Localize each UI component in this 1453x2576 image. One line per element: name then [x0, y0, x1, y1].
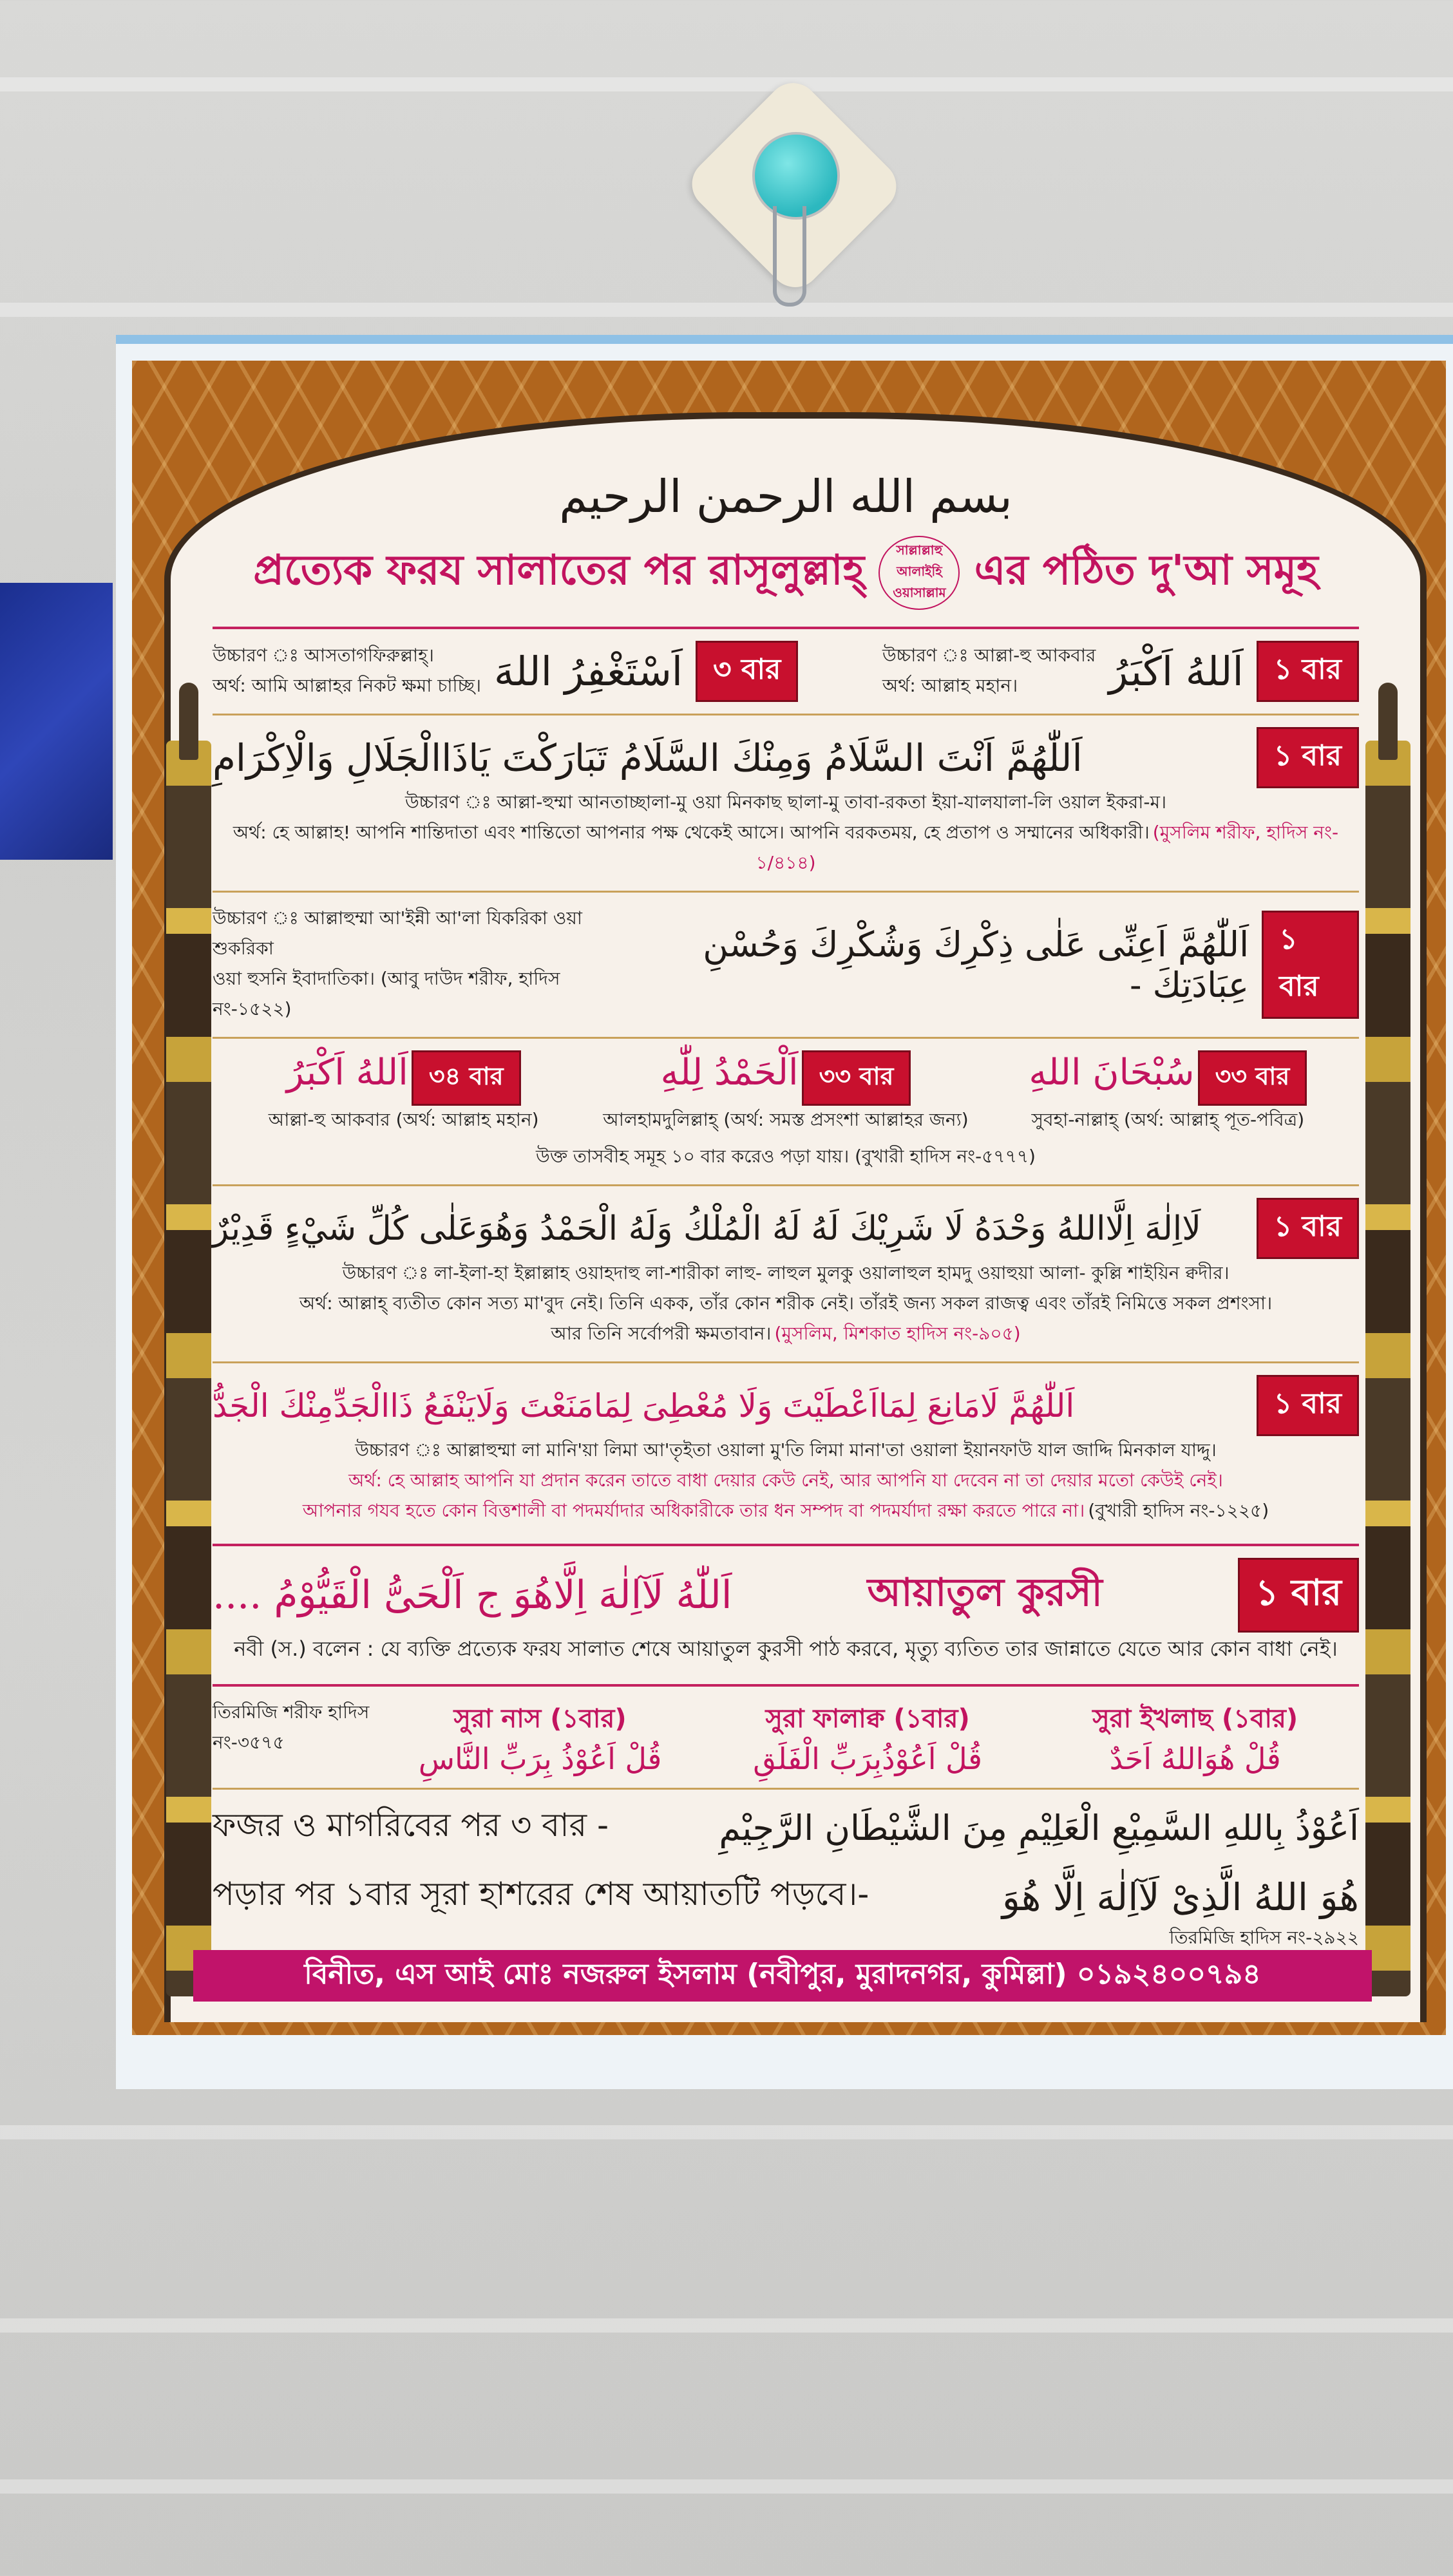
salam-badge: ১ বার: [1257, 727, 1359, 788]
tasbih-note: উক্ত তাসবীহ সমূহ ১০ বার করেও পড়া যায়। (বুখারী হাদিস নং-৫৭৭৭): [536, 1146, 1036, 1167]
tasbih-subhan-caption: সুবহা-নাল্লাহ্ (অর্থ: আল্লাহ্ পূত-পবিত্র): [1031, 1109, 1305, 1130]
la-mania-meaning2: আপনার গযব হতে কোন বিত্তশালী বা পদমর্যাদার অধিকারীকে তার ধন সম্পদ বা পদমর্যাদা রক্ষা করতে পারে না।: [302, 1500, 1085, 1521]
wall-stripe: [0, 303, 1453, 317]
takbir-badge: ১ বার: [1257, 641, 1359, 702]
salam-arabic: اَللّٰهُمَّ اَنْتَ السَّلَامُ وَمِنْكَ السَّلَامُ تَبَارَكْتَ يَاذَاالْجَلَالِ وَالْاِكْرَامِ: [213, 735, 1083, 780]
tasbih-hamd-caption: আলহামদুলিল্লাহ্ (অর্থ: সমস্ত প্রসংশা আল্লাহর জন্য): [603, 1109, 969, 1130]
left-pillar-top: [179, 683, 198, 760]
fajr-line2: পড়ার পর ১বার সূরা হাশরের শেষ আয়াতটি পড়বে।-: [213, 1875, 869, 1913]
tasbih-takbir: [213, 1050, 594, 1136]
right-pillar: [1365, 741, 1410, 1996]
tawhid-badge: ১ বার: [1257, 1198, 1359, 1259]
tasbih-hamd: [594, 1050, 976, 1136]
title-seal: সাল্লাল্লাহু আলাইহি ওয়াসাল্লাম: [878, 536, 960, 610]
title-part2: এর পঠিত দু'আ সমূহ: [974, 547, 1318, 595]
istighfar-block: [213, 641, 798, 702]
divider: [213, 627, 1359, 629]
surah-ikhlas: [1031, 1698, 1359, 1776]
fajr-line1: ফজর ও মাগরিবের পর ৩ বার -: [213, 1806, 609, 1844]
tasbih-subhan-arabic: سُبْحَانَ اللهِ: [1029, 1052, 1195, 1094]
surah-ikhlas-title: সুরা ইখলাছ (১বার): [1092, 1704, 1298, 1734]
section-tawhid: [213, 1198, 1359, 1350]
aiinni-badge: ১ বার: [1262, 911, 1359, 1019]
aiinni-pron: উচ্চারণ ঃ আল্লাহুম্মা আ'ইন্নী আ'লা যিকরিকা ওয়া শুকরিকা: [213, 907, 582, 959]
fajr-arabic1: اَعُوْذُ بِاللهِ السَّمِيْعِ الْعَلِيْمِ مِنَ الشَّيْطَانِ الرَّجِيْمِ: [719, 1808, 1359, 1848]
kursi-arabic: اَللّٰهُ لَآاِلٰهَ اِلَّاهُوَ ج اَلْحَىُّ الْقَيُّوْمُ ....: [213, 1573, 732, 1618]
istighfar-badge: ৩ বার: [696, 641, 798, 702]
la-mania-arabic: اَللّٰهُمَّ لَامَانِعَ لِمَااَعْطَيْتَ وَلَا مُعْطِىَ لِمَامَنَعْتَ وَلَايَنْفَعُ ذَاالْجَدِّمِنْكَ الْجَدُّ: [213, 1387, 1075, 1425]
tasbih-subhan: [977, 1050, 1359, 1136]
section-istighfar-takbir: [213, 641, 1359, 702]
fajr-ref: তিরমিজি হাদিস নং-২৯২২: [1169, 1927, 1359, 1948]
section-la-mania: [213, 1375, 1359, 1527]
bismillah: بسم الله الرحمن الرحيم: [559, 470, 1012, 523]
blue-panel: [0, 583, 113, 860]
la-mania-badge: ১ বার: [1257, 1375, 1359, 1436]
la-mania-meaning: অর্থ: হে আল্লাহ আপনি যা প্রদান করেন তাতে বাধা দেয়ার কেউ নেই, আর আপনি যা দেবেন না তা দেয়ার মতো কেউই নেই।: [348, 1470, 1223, 1491]
salam-ref: (মুসলিম শরীফ, হাদিস নং- ১/৪১৪): [755, 822, 1339, 873]
divider: [213, 1184, 1359, 1186]
takbir-pron: উচ্চারণ ঃ আল্লা-হু আকবার: [882, 644, 1096, 666]
tasbih-takbir-caption: আল্লা-হু আকবার (অর্থ: আল্লাহ মহান): [268, 1109, 539, 1130]
section-salam: [213, 727, 1359, 879]
surah-nas: [376, 1698, 704, 1776]
wall-stripe: [0, 2479, 1453, 2494]
footer-banner: বিনীত, এস আই মোঃ নজরুল ইসলাম (নবীপুর, মুরাদনগর, কুমিল্লা) ০১৯২৪০০৭৯৪: [193, 1950, 1372, 2002]
divider: [213, 1361, 1359, 1363]
surah-nas-arabic: قُلْ اَعُوْذُ بِرَبِّ النَّاسِ: [418, 1741, 662, 1776]
surah-falaq-arabic: قُلْ اَعُوْذُبِرَبِّ الْفَلَقِ: [753, 1741, 982, 1776]
tawhid-meaning2: আর তিনি সর্বোপরী ক্ষমতাবান।: [551, 1323, 772, 1344]
wall-stripe: [0, 2125, 1453, 2139]
tawhid-arabic: لَااِلٰهَ اِلَّااللهُ وَحْدَهُ لَا شَرِيْكَ لَهُ لَهُ الْمُلْكُ وَلَهُ الْحَمْدُ وَهُوَعَلٰى كُلِّ شَيْءٍ قَدِيْرٌ: [213, 1209, 1201, 1248]
divider: [213, 1544, 1359, 1546]
tasbih-takbir-arabic: اَللهُ اَكْبَرُ: [286, 1052, 408, 1094]
divider: [213, 891, 1359, 893]
surah-falaq-title: সুরা ফালাক্ব (১বার): [765, 1704, 970, 1734]
takbir-meaning: অর্থ: আল্লাহ মহান।: [882, 674, 1018, 696]
tawhid-pron: উচ্চারণ ঃ লা-ইলা-হা ইল্লাল্লাহ ওয়াহদাহু লা-শারীকা লাহু- লাহুল মুলকু ওয়ালাহুল হামদু ওয়াহুয়া আলা- কুল্লি শাইয়িন ক্বদীর।: [342, 1262, 1230, 1283]
takbir-arabic: اَللهُ اَكْبَرُ: [1108, 648, 1244, 695]
la-mania-ref: (বুখারী হাদিস নং-১২২৫): [1088, 1500, 1269, 1521]
wall-stripe: [0, 77, 1453, 91]
tasbih-takbir-badge: ৩৪ বার: [412, 1050, 521, 1106]
divider: [213, 1037, 1359, 1039]
aiinni-arabic: اَللّٰهُمَّ اَعِنِّى عَلٰى ذِكْرِكَ وَشُكْرِكَ وَحُسْنِ عِبَادَتِكَ -: [703, 924, 1249, 1005]
title-part1: প্রত্যেক ফরয সালাতের পর রাসূলুল্লাহ্: [253, 547, 865, 595]
kursi-badge: ১ বার: [1238, 1558, 1359, 1633]
section-aiinni: [213, 904, 1359, 1025]
tawhid-ref: (মুসলিম, মিশকাত হাদিস নং-৯০৫): [774, 1323, 1021, 1344]
surah-falaq: [704, 1698, 1032, 1776]
tasbih-subhan-badge: ৩৩ বার: [1198, 1050, 1307, 1106]
istighfar-pron: উচ্চারণ ঃ আসতাগফিরুল্লাহ্।: [213, 644, 434, 666]
surah-ref: তিরমিজি শরীফ হাদিস নং-৩৫৭৫: [213, 1701, 370, 1753]
right-pillar-top: [1378, 683, 1398, 760]
hook-wire: [773, 206, 806, 307]
istighfar-arabic: اَسْتَغْفِرُ اللهَ: [494, 648, 683, 695]
tasbih-hamd-badge: ৩৩ বার: [802, 1050, 911, 1106]
divider: [213, 1684, 1359, 1687]
divider: [213, 714, 1359, 715]
surah-ikhlas-arabic: قُلْ هُوَاللهُ اَحَدٌ: [1109, 1741, 1281, 1776]
la-mania-pron: উচ্চারণ ঃ আল্লাহুম্মা লা মানি'য়া লিমা আ'তৃইতা ওয়ালা মু'তি লিমা মানা'তা ওয়ালা ইয়ানফাউ যাল জাদ্দি মিনকাল যাদ্দু।: [355, 1439, 1217, 1461]
istighfar-meaning: অর্থ: আমি আল্লাহর নিকট ক্ষমা চাচ্ছি।: [213, 674, 482, 696]
poster-content: [213, 444, 1359, 1990]
fajr-arabic2: هُوَ اللهُ الَّذِىْ لَآاِلٰهَ اِلَّا هُوَ: [1002, 1875, 1359, 1919]
divider: [213, 1788, 1359, 1790]
salam-pron: উচ্চারণ ঃ আল্লা-হুম্মা আনতাচ্ছালা-মু ওয়া মিনকাছ ছালা-মু তাবা-রকতা ইয়া-যালযালা-লি ওয়াল ইকরা-ম।: [404, 791, 1167, 813]
salam-meaning: অর্থ: হে আল্লাহ! আপনি শান্তিদাতা এবং শান্তিতো আপনার পক্ষ থেকেই আসে। আপনি বরকতময়, হে প্রতাপ ও সম্মানের অধিকারী।: [233, 822, 1150, 843]
section-fajr: [213, 1801, 1359, 1954]
tasbih-hamd-arabic: اَلْحَمْدُ لِلّٰهِ: [660, 1052, 799, 1094]
section-ayatul-kursi: [213, 1558, 1359, 1667]
tawhid-meaning: অর্থ: আল্লাহ্ ব্যতীত কোন সত্য মা'বুদ নেই। তিনি একক, তাঁর কোন শরীক নেই। তাঁরই জন্য সকল রাজত্ব এবং তাঁরই নিমিত্তে সকল প্রশংসা।: [299, 1293, 1273, 1314]
left-pillar: [166, 741, 211, 1996]
kursi-note: নবী (স.) বলেন : যে ব্যক্তি প্রত্যেক ফরয সালাত শেষে আয়াতুল কুরসী পাঠ করবে, মৃত্যু ব্যতিত তার জান্নাতে যেতে আর কোন বাধা নেই।: [234, 1636, 1338, 1661]
kursi-label: আয়াতুল কুরসী: [867, 1570, 1103, 1615]
aiinni-pron2: ওয়া হুসনি ইবাদাতিকা। (আবু দাউদ শরীফ, হাদিস নং-১৫২২): [213, 968, 560, 1019]
takbir-block: [882, 641, 1359, 702]
tasbih-section: [213, 1050, 1359, 1136]
surah-section: [213, 1698, 1359, 1776]
wall-stripe: [0, 2318, 1453, 2333]
surah-nas-title: সুরা নাস (১বার): [453, 1704, 627, 1734]
poster-title: [213, 536, 1359, 610]
